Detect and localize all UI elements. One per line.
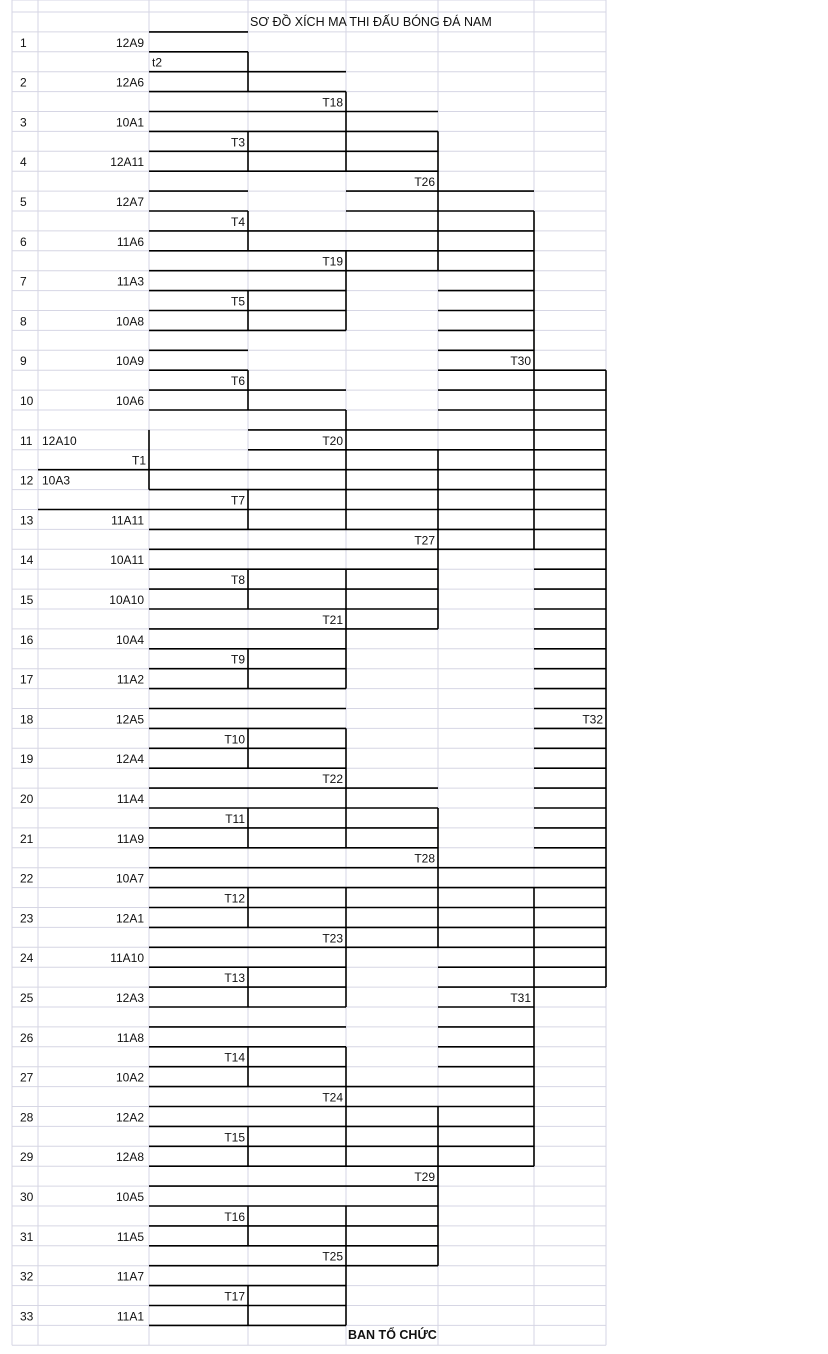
team-row [20, 593, 144, 607]
team-row [20, 633, 144, 647]
team-name: 11A5 [116, 1229, 144, 1244]
team-name: 11A6 [116, 234, 144, 249]
row-number: 8 [20, 314, 27, 329]
team-name: 11A11 [111, 513, 144, 528]
match-label: T26 [414, 175, 435, 190]
team-rows [20, 36, 144, 1324]
match-label: T1 [131, 453, 146, 468]
match-label: T23 [322, 931, 343, 946]
team-name: 11A7 [116, 1269, 144, 1284]
team-row [20, 474, 70, 488]
row-number: 31 [20, 1229, 34, 1244]
match-label: T22 [322, 772, 343, 787]
team-row [20, 115, 144, 129]
match-label: T25 [322, 1249, 343, 1264]
row-number: 29 [20, 1150, 34, 1165]
match-label: T9 [230, 652, 245, 667]
row-number: 27 [20, 1070, 34, 1085]
team-name: 10A11 [110, 553, 144, 568]
row-number: 3 [20, 115, 27, 130]
match-label: T28 [414, 851, 435, 866]
team-row [20, 832, 144, 846]
team-row [20, 1071, 144, 1085]
team-name: 11A8 [116, 1030, 144, 1045]
team-row [20, 911, 144, 925]
match-label: T29 [414, 1170, 435, 1185]
team-row [20, 1150, 144, 1164]
team-name: 12A10 [42, 433, 77, 448]
team-row [20, 872, 144, 886]
row-number: 33 [20, 1309, 34, 1324]
team-name: 10A2 [115, 1070, 144, 1085]
match-label: T19 [322, 254, 343, 269]
team-name: 12A11 [110, 155, 144, 170]
row-number: 22 [20, 871, 34, 886]
team-row [20, 155, 144, 169]
match-label: T6 [230, 374, 245, 389]
team-row [20, 553, 144, 567]
team-row [20, 673, 144, 687]
team-name: 10A7 [115, 871, 144, 886]
row-number: 30 [20, 1190, 34, 1204]
match-label: T3 [230, 135, 245, 150]
match-label: T16 [224, 1209, 245, 1224]
match-label: T31 [510, 991, 531, 1005]
team-row [20, 314, 144, 328]
row-number: 12 [20, 473, 34, 488]
team-name: 10A4 [115, 632, 144, 647]
match-label: t2 [152, 55, 163, 70]
organizer-footer: BAN TỔ CHỨC [348, 1328, 437, 1342]
team-name: 10A3 [42, 473, 71, 488]
team-row [20, 1110, 144, 1124]
bracket-labels [250, 14, 492, 1342]
team-name: 10A5 [115, 1190, 144, 1204]
match-label: T12 [224, 891, 245, 906]
team-row [20, 1230, 144, 1244]
team-name: 12A4 [115, 752, 144, 767]
match-label: T32 [582, 712, 603, 727]
sheet-title: SƠ ĐỒ XÍCH MA THI ĐẤU BÓNG ĐÁ NAM [250, 15, 492, 29]
row-number: 23 [20, 911, 34, 926]
row-number: 11 [20, 433, 33, 448]
team-name: 12A1 [115, 911, 144, 926]
row-number: 5 [20, 195, 27, 209]
row-number: 1 [20, 35, 27, 50]
row-number: 24 [20, 951, 34, 966]
team-name: 12A7 [115, 195, 144, 209]
team-row [20, 1309, 144, 1323]
match-label: T20 [322, 433, 343, 448]
row-number: 4 [20, 155, 27, 170]
team-name: 10A1 [115, 115, 144, 130]
row-number: 26 [20, 1030, 34, 1045]
match-label: T4 [230, 214, 245, 229]
row-number: 6 [20, 234, 27, 249]
team-name: 11A10 [110, 951, 144, 966]
row-number: 14 [20, 553, 34, 568]
team-row [20, 275, 144, 289]
team-row [20, 76, 144, 90]
team-name: 12A8 [115, 1150, 144, 1165]
row-number: 32 [20, 1269, 34, 1284]
match-label: T8 [230, 573, 245, 588]
team-name: 11A2 [116, 672, 144, 687]
row-number: 19 [20, 752, 34, 767]
team-name: 12A6 [115, 75, 144, 90]
team-name: 11A1 [116, 1309, 144, 1324]
team-row [20, 991, 144, 1005]
match-label: T18 [322, 95, 343, 110]
team-row [20, 752, 144, 766]
row-number: 18 [20, 712, 34, 727]
team-row [20, 36, 144, 50]
team-row [20, 951, 144, 965]
team-row [20, 354, 144, 368]
match-label: T15 [224, 1130, 245, 1145]
team-name: 12A3 [115, 991, 144, 1005]
match-labels [132, 56, 603, 1304]
team-name: 11A3 [116, 274, 144, 289]
row-number: 25 [20, 991, 34, 1005]
row-number: 28 [20, 1110, 34, 1125]
team-row [20, 513, 144, 527]
team-row [20, 792, 144, 806]
match-label: T27 [414, 533, 435, 548]
team-row [20, 712, 144, 726]
row-number: 10 [20, 394, 34, 408]
sheet-grid [12, 0, 606, 1345]
team-row [20, 195, 144, 209]
row-number: 7 [20, 274, 27, 289]
match-label: T11 [225, 811, 245, 826]
row-number: 2 [20, 75, 27, 90]
match-label: T24 [322, 1090, 343, 1105]
match-label: T17 [224, 1289, 245, 1304]
match-label: T30 [510, 354, 531, 369]
match-label: T21 [322, 612, 343, 627]
match-label: T13 [224, 971, 245, 986]
row-number: 21 [20, 831, 34, 846]
team-row [20, 235, 144, 249]
team-row [20, 434, 77, 448]
team-row [20, 1031, 144, 1045]
team-name: 12A9 [115, 35, 144, 50]
team-name: 10A10 [109, 593, 144, 607]
team-name: 10A6 [115, 394, 144, 408]
team-name: 11A9 [116, 831, 144, 846]
team-name: 12A5 [115, 712, 144, 727]
match-label: T7 [230, 493, 245, 508]
team-name: 10A9 [115, 354, 144, 369]
match-label: T14 [224, 1050, 245, 1065]
row-number: 16 [20, 632, 34, 647]
row-number: 17 [20, 672, 34, 687]
team-row [20, 394, 144, 408]
row-number: 20 [20, 792, 34, 806]
row-number: 15 [20, 593, 34, 607]
team-row [20, 1190, 144, 1204]
row-number: 9 [20, 354, 27, 369]
row-number: 13 [20, 513, 34, 528]
match-label: T10 [224, 732, 245, 747]
team-name: 10A8 [115, 314, 144, 329]
match-label: T5 [230, 294, 245, 309]
team-row [20, 1270, 144, 1284]
team-name: 11A4 [116, 792, 144, 806]
team-name: 12A2 [115, 1110, 144, 1125]
